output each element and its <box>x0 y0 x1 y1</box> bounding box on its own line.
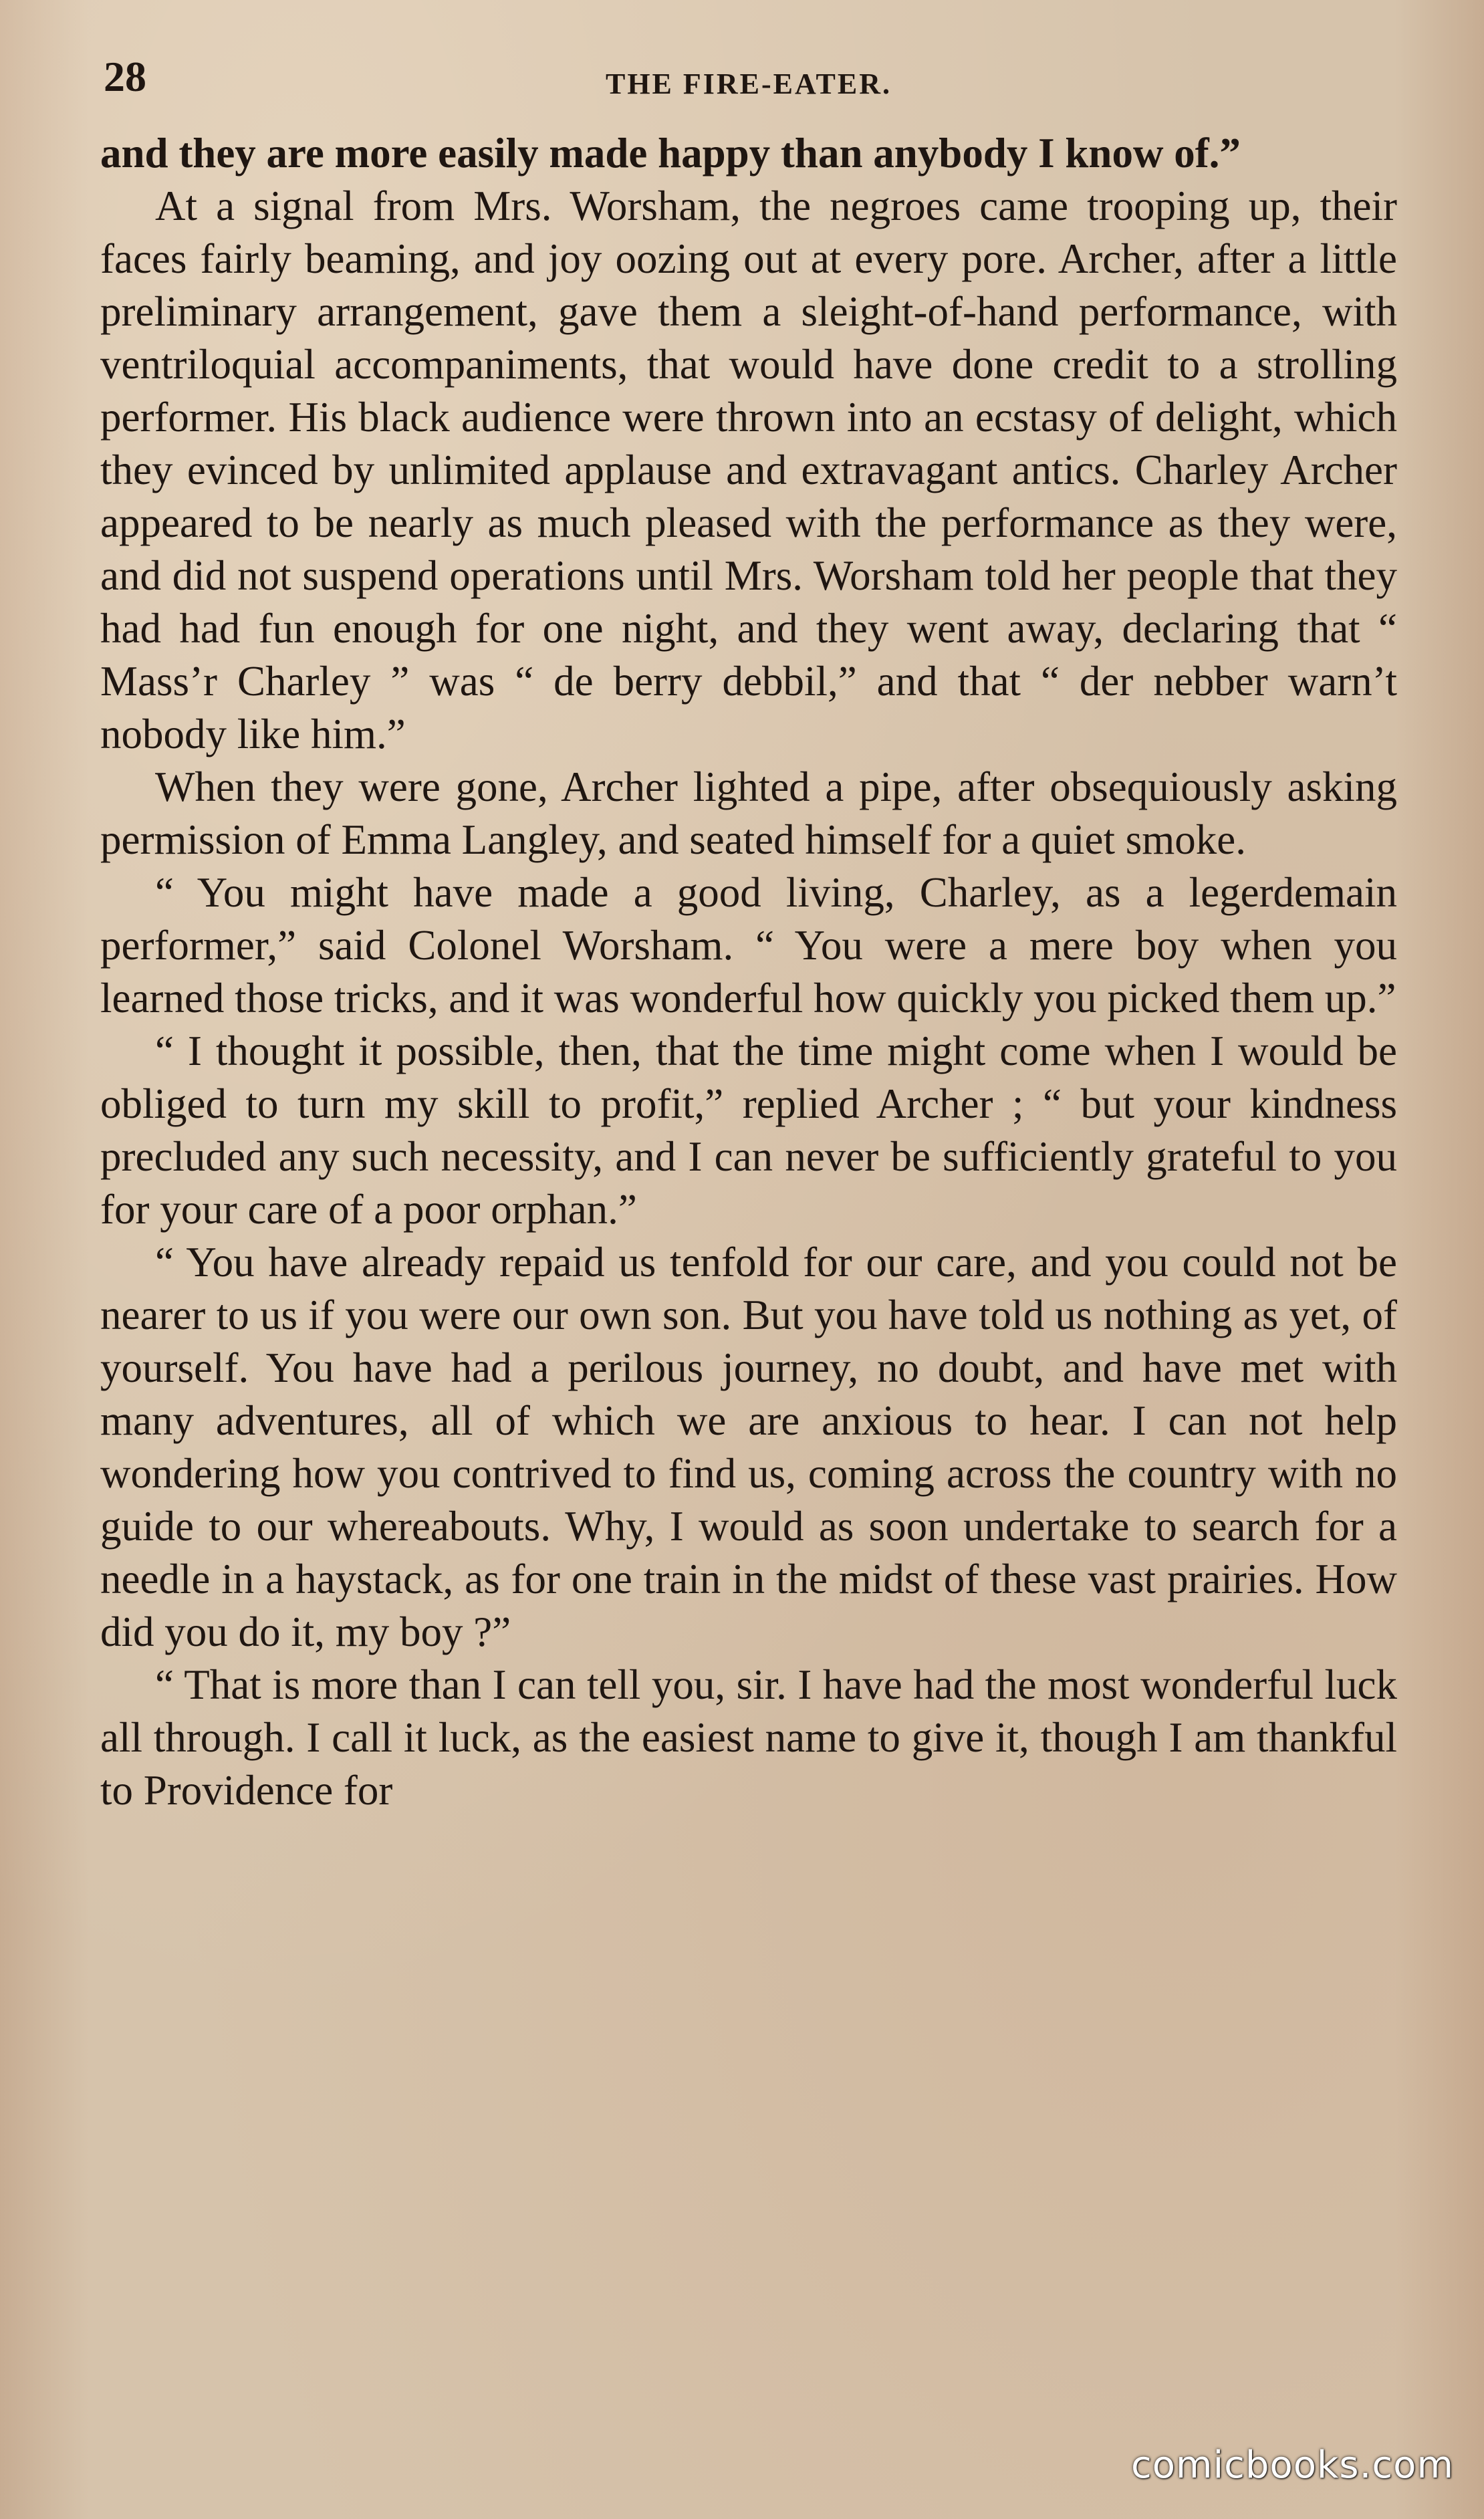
page-number: 28 <box>104 53 146 100</box>
paragraph-continuation: and they are more easily made happy than anybody I know of.” <box>100 130 1241 176</box>
paragraph: When they were gone, Archer lighted a pipe, after obsequiously asking permission of Emma Langley, and seated himself for a quiet smoke. <box>100 763 1397 863</box>
running-head <box>100 47 1397 127</box>
paragraph: “ You might have made a good living, Charley, as a legerdemain performer,” said Colonel Worsham. “ You were a mere boy when you learned those tricks, and it was wonderful how quickly you picked them up.” <box>100 869 1397 1022</box>
paragraph: “ I thought it possible, then, that the time might come when I would be obliged to turn my skill to profit,” replied Archer ; “ but your kindness precluded any such necessity, and I can never be sufficiently grateful to you for your care of a poor orphan.” <box>100 1028 1397 1233</box>
paragraph: “ That is more than I can tell you, sir. I have had the most wonderful luck all through. I call it luck, as the easiest name to give it, though I am thankful to Providence for <box>100 1661 1397 1814</box>
paragraph: “ You have already repaid us tenfold for our care, and you could not be nearer to us if you were our own son. But you have told us nothing as yet, of yourself. You have had a perilous journey, no doubt, and have met with many adventures, all of which we are anxious to hear. I can not help wondering how you contrived to find us, coming across the country with no guide to our whereabouts. Why, I would as soon undertake to search for a needle in a haystack, as for one train in the midst of these vast prairies. How did you do it, my boy ?” <box>100 1239 1397 1655</box>
book-page <box>100 47 1397 2427</box>
watermark: comicbooks.com <box>1130 2443 1454 2487</box>
body-text <box>100 127 1397 1817</box>
paragraph: At a signal from Mrs. Worsham, the negroes came trooping up, their faces fairly beaming, and joy oozing out at every pore. Archer, after a little preliminary arrangement, gave them a sleight-of-hand performance, with ventriloquial accompaniments, that would have done credit to a strolling performer. His black audience were thrown into an ecstasy of delight, which they evinced by unlimited applause and extravagant antics. Charley Archer appeared to be nearly as much pleased with the performance as they were, and did not suspend operations until Mrs. Worsham told her people that they had had fun enough for one night, and they went away, declaring that “ Mass’r Charley ” was “ de berry debbil,” and that “ der nebber warn’t nobody like him.” <box>100 183 1397 757</box>
running-title: THE FIRE-EATER. <box>605 68 892 100</box>
